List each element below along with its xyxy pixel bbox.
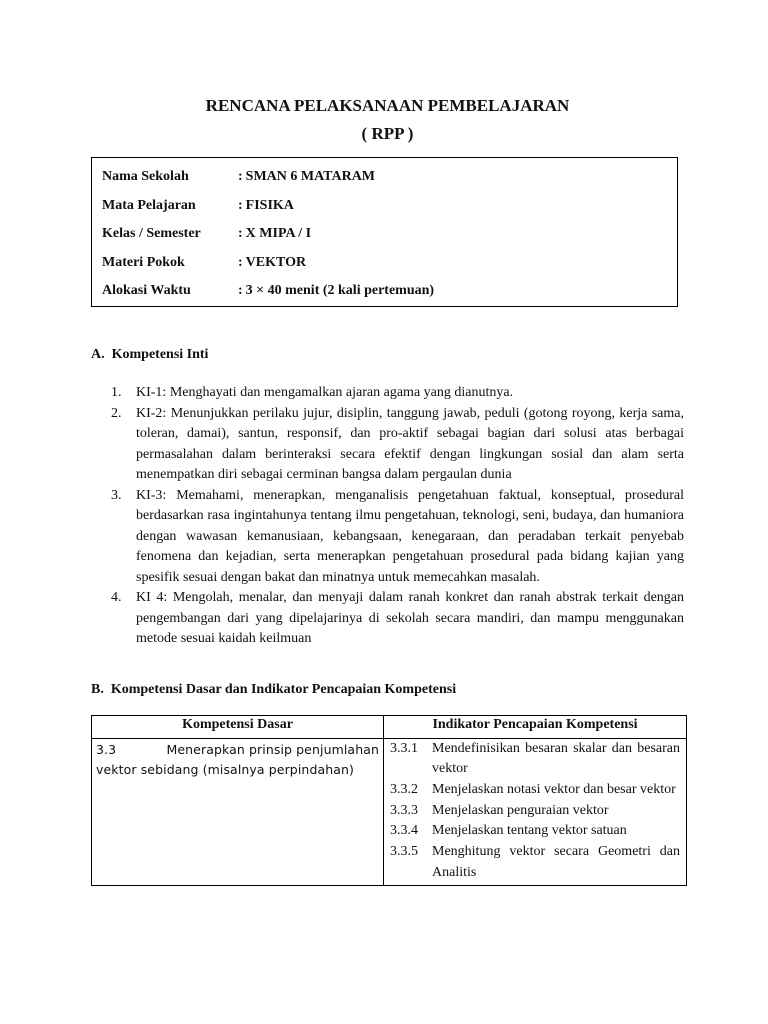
list-item-text: KI 4: Mengolah, menalar, dan menyaji dalam ranah konkret dan ranah abstrak terkait dengan pengembangan dari yang dipelajarinya di sekolah secara mandiri, dan mampu menggunakan metode sesuai kaidah keilmuan — [136, 590, 684, 646]
list-item — [91, 486, 684, 589]
column-header-indicator: Indikator Pencapaian Kompetensi — [384, 715, 687, 738]
document-title: RENCANA PELAKSANAAN PEMBELAJARAN — [205, 96, 570, 115]
info-label: Nama Sekolah — [102, 169, 189, 185]
info-row-school — [102, 163, 667, 192]
list-item-number: 2. — [111, 405, 122, 421]
indicator-item — [390, 821, 680, 842]
info-row-time — [102, 277, 667, 306]
indicator-number: 3.3.4 — [390, 823, 418, 839]
indicator-number: 3.3.3 — [390, 802, 418, 818]
info-value: 3 × 40 menit (2 kali pertemuan) — [245, 283, 435, 299]
info-separator: : — [238, 169, 243, 185]
info-row-topic — [102, 249, 667, 278]
indicator-item — [390, 842, 680, 883]
indicator-item — [390, 801, 680, 822]
table-row — [92, 738, 687, 886]
list-item — [91, 588, 684, 650]
indicator-number: 3.3.2 — [390, 781, 418, 797]
info-value: VEKTOR — [245, 254, 307, 270]
indicator-text: Mendefinisikan besaran skalar dan besaran vektor — [432, 740, 680, 777]
indicator-cell — [384, 738, 687, 886]
indicator-item — [390, 780, 680, 801]
list-item-text: KI-3: Memahami, menerapkan, menganalisis pengetahuan faktual, konseptual, prosedural berdasarkan rasa ingintahunya tentang ilmu pengetahuan, teknologi, seni, budaya, dan humaniora dengan wawasan kemanusiaan, kebangsaan, kenegaraan, dan peradaban terkait penyebab fenomena dan kejadian, serta menerapkan pengetahuan prosedural pada bidang kajian yang spesifik sesuai dengan bakat dan minatnya untuk memecahkan masalah. — [136, 487, 684, 585]
info-label: Materi Pokok — [102, 254, 185, 270]
info-row-subject — [102, 192, 667, 221]
info-separator: : — [238, 254, 243, 270]
section-a-heading: A. Kompetensi Inti — [91, 347, 209, 362]
indicator-text: Menjelaskan tentang vektor satuan — [432, 823, 627, 839]
indicator-text: Menghitung vektor secara Geometri dan Analitis — [432, 844, 680, 880]
kd-first-line — [96, 740, 379, 760]
info-label: Kelas / Semester — [102, 226, 201, 242]
identity-box — [91, 157, 678, 307]
kd-cell — [92, 738, 384, 886]
info-separator: : — [238, 283, 243, 299]
info-value: SMAN 6 MATARAM — [245, 169, 376, 185]
indicator-number: 3.3.1 — [390, 740, 418, 756]
list-item-number: 4. — [111, 590, 122, 605]
column-header-kd: Kompetensi Dasar — [92, 715, 384, 738]
info-separator: : — [238, 226, 243, 242]
indicator-text: Menjelaskan penguraian vektor — [432, 802, 609, 818]
kd-text-line2: vektor sebidang (misalnya perpindahan) — [96, 761, 355, 777]
indicator-number: 3.3.5 — [390, 844, 418, 860]
info-value: X MIPA / I — [245, 226, 312, 242]
competency-table — [91, 715, 687, 887]
section-b-heading: B. Kompetensi Dasar dan Indikator Pencapaian Kompetensi — [91, 681, 457, 697]
list-item-number: 3. — [111, 487, 122, 503]
list-item — [91, 404, 684, 486]
list-item — [91, 383, 684, 404]
info-label: Alokasi Waktu — [102, 283, 191, 299]
indicator-text: Menjelaskan notasi vektor dan besar vektor — [432, 781, 676, 797]
info-separator: : — [238, 197, 243, 213]
core-competency-list — [91, 383, 684, 650]
list-item-number: 1. — [111, 385, 122, 400]
table-header-row — [92, 715, 687, 738]
info-row-class — [102, 220, 667, 249]
kd-text-line1: Menerapkan prinsip penjumlahan — [166, 741, 379, 757]
list-item-text: KI-1: Menghayati dan mengamalkan ajaran agama yang dianutnya. — [136, 385, 514, 400]
document-subtitle: ( RPP ) — [361, 124, 414, 143]
info-value: FISIKA — [245, 197, 294, 213]
list-item-text: KI-2: Menunjukkan perilaku jujur, disiplin, tanggung jawab, peduli (gotong royong, kerja sama, toleran, damai), santun, responsif, dan pro-aktif sebagai bagian dari solusi atas berbagai permasalahan dalam berinteraksi secara efektif dengan lingkungan sosial dan alam serta menempatkan diri sebagai cerminan bangsa dalam pergaulan dunia — [136, 405, 684, 482]
info-label: Mata Pelajaran — [102, 197, 196, 213]
kd-number: 3.3 — [96, 741, 117, 757]
indicator-item — [390, 739, 680, 780]
